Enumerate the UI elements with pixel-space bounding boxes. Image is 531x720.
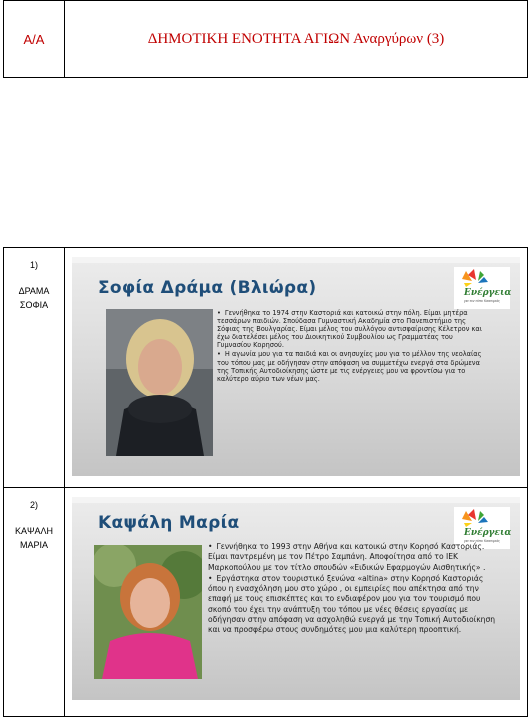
candidate-surname: ΔΡΑΜΑ (18, 286, 50, 296)
logo-word: Ενέργεια (464, 288, 512, 298)
slide-top-bar (72, 497, 520, 503)
candidate-number: 1) (29, 260, 38, 270)
candidate-slide (72, 497, 520, 700)
candidate-slide (72, 257, 520, 476)
candidate-number: 2) (29, 500, 38, 510)
bullet-icon: • (217, 309, 221, 317)
candidate-firstname: ΜΑΡΙΑ (19, 540, 48, 550)
candidate-bio (217, 309, 483, 384)
candidate-photo (106, 309, 213, 456)
bio-paragraph: Εργάστηκα στον τουριστικό ξενώνα «altina» στην Κορησό Καστοριάς όπου η ενασχόληση μου στο χώρο , οι εμπειρίες που απέκτησα από την επαφή με τους επισκέπτες και το ενδιαφέρον μου για τον τουρισμό που σκοπό του έχει την ανάπτυξη του τόπου με νέες θέσεις εργασίας με οδήγησαν στην απόφαση να ασχοληθώ ενεργά με την Τοπική Αυτοδιοίκηση και να προσφέρω στους συνδημότες μου μια καλύτερη προοπτική. (208, 573, 496, 635)
table-row (4, 248, 528, 488)
header-table (3, 0, 528, 78)
aa-column-label: Α/Α (4, 1, 65, 78)
bullet-icon: • (208, 542, 213, 551)
candidate-slide-cell (65, 488, 528, 717)
candidate-surname: ΚΑΨΑΛΗ (14, 526, 54, 536)
candidate-slide-cell (65, 248, 528, 488)
candidate-photo (94, 545, 202, 679)
candidates-table (3, 247, 528, 717)
candidate-bio (208, 542, 498, 637)
logo-subtitle: για τον τόπο Καστοριάς (464, 539, 500, 543)
bio-paragraph: Γεννήθηκα το 1993 στην Αθήνα και κατοικώ στην Κορησό Καστοριάς. Είμαι παντρεμένη με τον Πέτρο Σαμπάνη. Αποφοίτησα από το ΙΕΚ Μαρκοπούλου με τον τίτλο σπουδών «Ειδικών Εφαρμογών Αισθητικής» . (208, 542, 486, 572)
bio-paragraph: Η αγωνία μου για τα παιδιά και οι ανησυχίες μου για το μέλλον της νεολαίας του τόπου μας με οδήγησαν στην απόφαση να συμμετέχω ενεργά στα δρώμενα της Τοπικής Αυτοδιοίκησης ώστε με τις ενέργειες μου να φροντίσω για το καλύτερο αύριο των νέων μας. (217, 350, 482, 383)
slide-top-bar (72, 257, 520, 263)
bullet-icon: • (208, 573, 213, 583)
logo-subtitle: για τον τόπο Καστοριάς (464, 299, 500, 303)
logo-word: Ενέργεια (464, 528, 512, 538)
energeia-logo (454, 267, 510, 309)
table-row (4, 488, 528, 717)
candidate-firstname: ΣΟΦΙΑ (19, 300, 49, 310)
section-title: ΔΗΜΟΤΙΚΗ ΕΝΟΤΗΤΑ ΑΓΙΩΝ Αναργύρων (3) (65, 1, 528, 78)
slide-title: Καψάλη Μαρία (98, 513, 240, 533)
candidate-number-cell (4, 248, 65, 488)
slide-title: Σοφία Δράμα (Βλιώρα) (98, 278, 317, 298)
bio-paragraph: Γεννήθηκα το 1974 στην Καστοριά και κατοικώ στην πόλη. Είμαι μητέρα τεσσάρων παιδιών. Σπούδασα Γυμναστική Ακαδημία στο Πανεπιστήμιο της Σόφιας της Βουλγαρίας. Είμαι μέλος του συλλόγου αντισφαίρισης Κέλετρον και έχω διατελέσει μέλος του Διοικητικού Συμβουλίου ως Γραμματέας του Γυμνασίου Κορησού. (217, 309, 482, 350)
candidate-number-cell (4, 488, 65, 717)
bullet-icon: • (217, 350, 221, 359)
